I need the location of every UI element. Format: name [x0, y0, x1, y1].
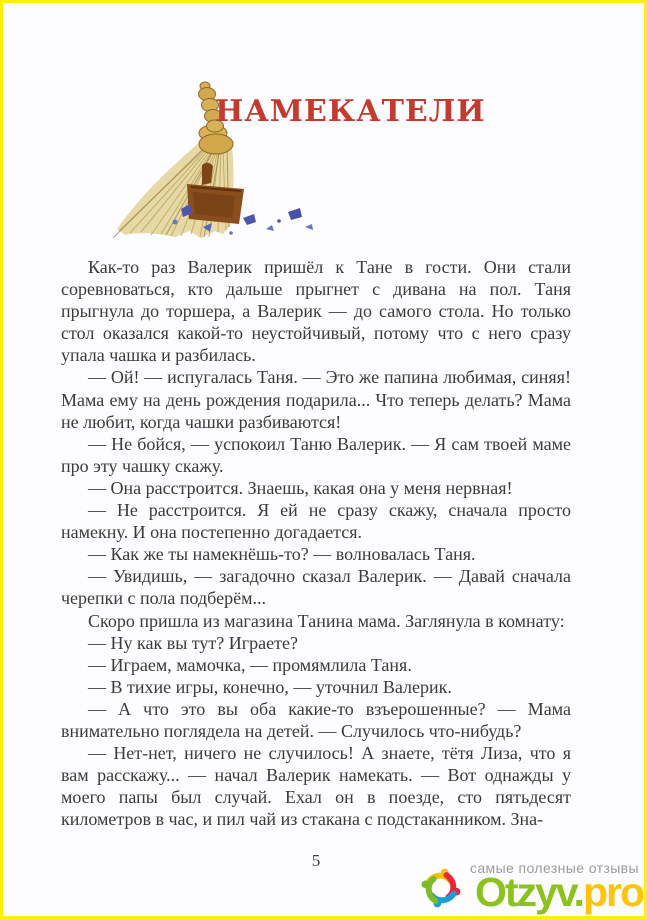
- paragraph: — А что это вы оба какие-то взъерошенные? — Мама внимательно поглядела на детей. — Случилось что-нибудь?: [61, 698, 571, 741]
- paragraph: — Нет-нет, ничего не случилось! А знаете, тётя Лиза, что я вам расскажу... — начал Валерик намекать. — Вот однажды у моего папы был случай. Ехал он в поезде, сто пятьдесят километров в час, и пил чай из стакана с подстаканником. Зна-: [61, 743, 571, 830]
- logo-text-primary: Otzyv: [474, 869, 574, 916]
- paragraph: — Как же ты намекнёшь-то? — волновалась Таня.: [88, 544, 476, 565]
- logo-text-suffix: pro: [582, 869, 643, 916]
- page-number: 5: [311, 851, 321, 870]
- story-title: НАМЕКАТЕЛИ: [215, 94, 486, 129]
- paragraph: — Ну как вы тут? Играете?: [88, 632, 298, 653]
- paragraph: — Она расстроится. Знаешь, какая она у меня нервная!: [88, 477, 513, 498]
- paragraph: — Не расстроится. Я ей не сразу скажу, сначала просто намекну. И она постепенно догадается.: [61, 500, 571, 543]
- paragraph: — В тихие игры, конечно, — уточнил Валерик.: [88, 676, 452, 697]
- paragraph: — Играем, мамочка, — промямлила Таня.: [88, 654, 412, 675]
- paragraph: Как-то раз Валерик пришёл к Тане в гости. Они стали соревноваться, кто дальше прыгнет с дивана на пол. Таня прыгнула до торшера, а Валерик — до самого стола. Но только стол оказался какой-то неустойчивый, потому что с него сразу упала чашка и разбилась.: [61, 257, 571, 366]
- otzyv-logo-link[interactable]: [474, 869, 643, 916]
- logo-text-dot: .: [573, 869, 583, 916]
- paragraph: Скоро пришла из магазина Танина мама. Заглянула в комнату:: [88, 610, 565, 631]
- watermark-tagline: самые полезные отзывы: [469, 860, 639, 877]
- paragraph: — Не бойся, — успокоил Таню Валерик. — Я сам твоей маме про эту чашку скажу.: [61, 433, 571, 476]
- paragraph: — Увидишь, — загадочно сказал Валерик. — Давай сначала черепки с пола подберём...: [61, 566, 571, 609]
- otzyv-pinwheel-icon: [419, 865, 463, 911]
- story-body: [61, 256, 571, 830]
- otzyv-watermark: [419, 860, 643, 916]
- paragraph: — Ой! — испугалась Таня. — Это же папина любимая, синяя! Мама ему на день рождения подарила... Что теперь делать? Мама не любит, когда чашки разбиваются!: [61, 367, 571, 432]
